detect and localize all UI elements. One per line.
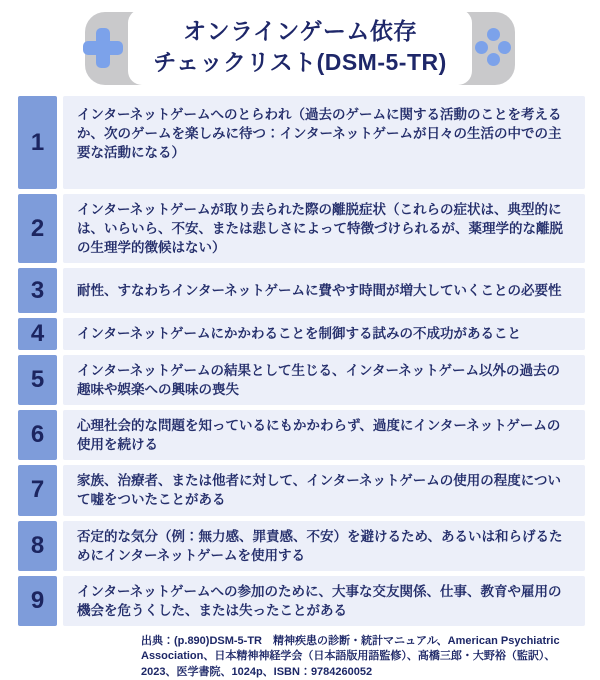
item-number: 6 bbox=[18, 410, 57, 460]
citation bbox=[141, 634, 588, 680]
checklist-row bbox=[18, 268, 585, 313]
item-text: インターネットゲームへの参加のために、大事な交友関係、仕事、教育や雇用の機会を危うくした、または失ったことがある bbox=[63, 576, 585, 626]
item-text: 否定的な気分（例：無力感、罪責感、不安）を避けるため、あるいは和らげるためにインターネットゲームを使用する bbox=[63, 521, 585, 571]
item-number: 5 bbox=[18, 355, 57, 405]
item-text: 家族、治療者、または他者に対して、インターネットゲームの使用の程度について嘘をついたことがある bbox=[63, 465, 585, 515]
dpad-icon bbox=[83, 28, 123, 68]
item-number: 4 bbox=[18, 318, 57, 349]
checklist-row bbox=[18, 410, 585, 460]
action-button-dot bbox=[475, 41, 488, 54]
item-number: 2 bbox=[18, 194, 57, 263]
item-number: 7 bbox=[18, 465, 57, 515]
checklist-row bbox=[18, 194, 585, 263]
checklist-row bbox=[18, 318, 585, 349]
page-title-line2: チェックリスト(DSM-5-TR) bbox=[153, 49, 447, 75]
dpad-vertical-bar bbox=[96, 28, 110, 68]
title-plate bbox=[128, 9, 472, 85]
item-text: インターネットゲームへのとらわれ（過去のゲームに関する活動のことを考えるか、次のゲームを楽しみに待つ：インターネットゲームが日々の生活の中での主要な活動になる） bbox=[63, 96, 585, 189]
item-text: インターネットゲームにかかわることを制御する試みの不成功があること bbox=[63, 318, 585, 349]
item-number: 1 bbox=[18, 96, 57, 189]
header-controller bbox=[0, 0, 600, 96]
item-number: 9 bbox=[18, 576, 57, 626]
item-number: 3 bbox=[18, 268, 57, 313]
action-button-dot bbox=[487, 53, 500, 66]
checklist-row bbox=[18, 521, 585, 571]
action-button-dot bbox=[498, 41, 511, 54]
citation-text: 出典：(p.890)DSM-5-TR 精神疾患の診断・統計マニュアル、American Psychiatric Association、日本精神神経学会（日本語版用語監修）、髙橋三郎・大野裕（監訳）、2023、医学書院、1024p、ISBN：9784260052 bbox=[141, 635, 560, 678]
action-buttons-icon bbox=[470, 24, 516, 70]
item-text: インターネットゲームが取り去られた際の離脱症状（これらの症状は、典型的には、いらいら、不安、または悲しさによって特徴づけられるが、薬理学的な離脱の生理学的徴候はない） bbox=[63, 194, 585, 263]
checklist-row bbox=[18, 576, 585, 626]
checklist-row bbox=[18, 355, 585, 405]
page-title-line1: オンラインゲーム依存 bbox=[183, 17, 417, 44]
item-text: インターネットゲームの結果として生じる、インターネットゲーム以外の過去の趣味や娯楽への興味の喪失 bbox=[63, 355, 585, 405]
item-text: 耐性、すなわちインターネットゲームに費やす時間が増大していくことの必要性 bbox=[63, 268, 585, 313]
checklist-row bbox=[18, 465, 585, 515]
action-button-dot bbox=[487, 28, 500, 41]
checklist-row bbox=[18, 96, 585, 189]
checklist bbox=[0, 96, 600, 626]
page-title bbox=[153, 16, 447, 78]
item-number: 8 bbox=[18, 521, 57, 571]
item-text: 心理社会的な問題を知っているにもかかわらず、過度にインターネットゲームの使用を続ける bbox=[63, 410, 585, 460]
